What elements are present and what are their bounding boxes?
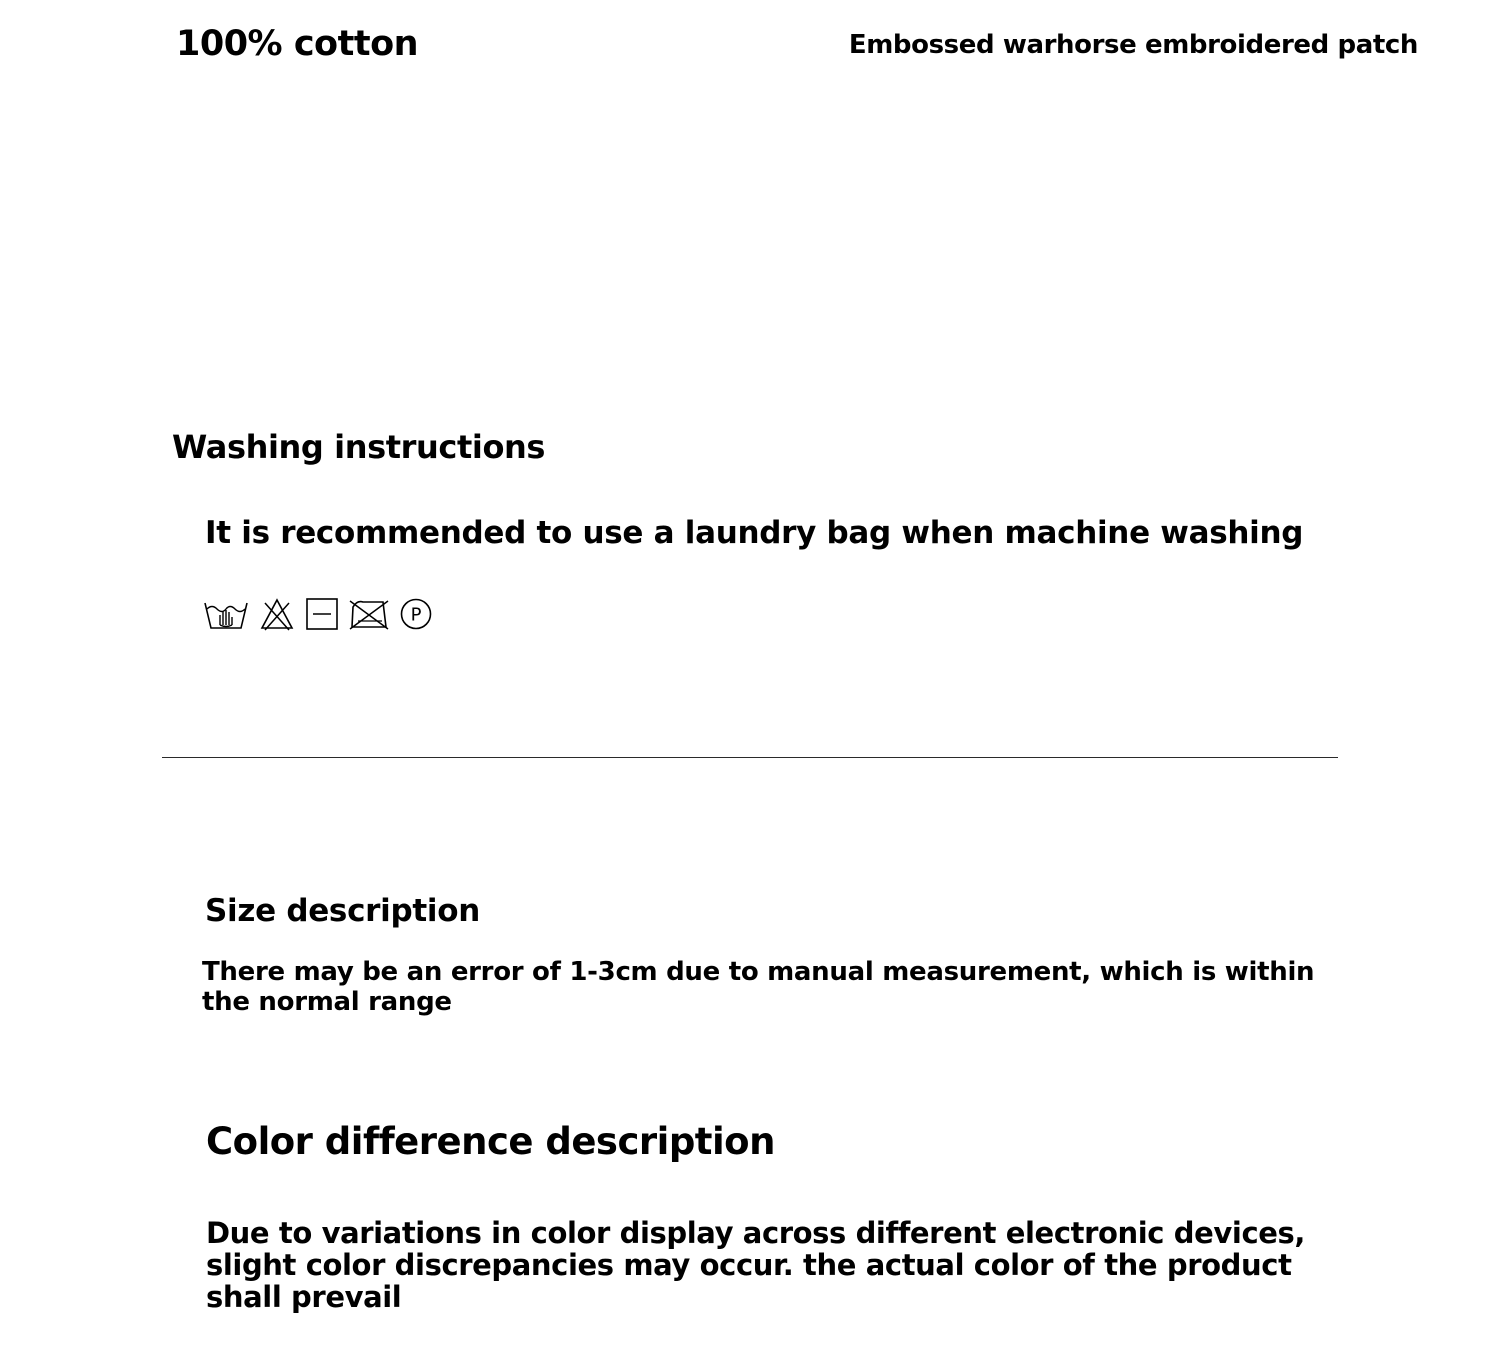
size-description-title: Size description — [205, 893, 480, 929]
dry-clean-letter: P — [410, 604, 422, 626]
dry-flat-icon — [305, 597, 339, 631]
care-symbols — [203, 597, 433, 631]
color-difference-text: Due to variations in color display across different electronic devices, slight color discrepancies may occur. the actual color of the product shall prevail — [206, 1216, 1305, 1314]
do-not-iron-icon — [349, 597, 389, 631]
do-not-bleach-icon — [259, 597, 295, 631]
feature-label: Embossed warhorse embroidered patch — [848, 30, 1418, 60]
color-difference-title: Color difference description — [206, 1120, 775, 1163]
professional-dry-clean-p-icon — [399, 597, 433, 631]
washing-note: It is recommended to use a laundry bag when machine washing — [205, 515, 1304, 551]
hand-wash-icon — [203, 597, 249, 631]
material-label: 100% cotton — [176, 24, 419, 64]
washing-instructions-title: Washing instructions — [172, 428, 546, 466]
size-description-text: There may be an error of 1-3cm due to manual measurement, which is within the normal range — [202, 957, 1315, 1017]
section-divider — [162, 757, 1338, 758]
